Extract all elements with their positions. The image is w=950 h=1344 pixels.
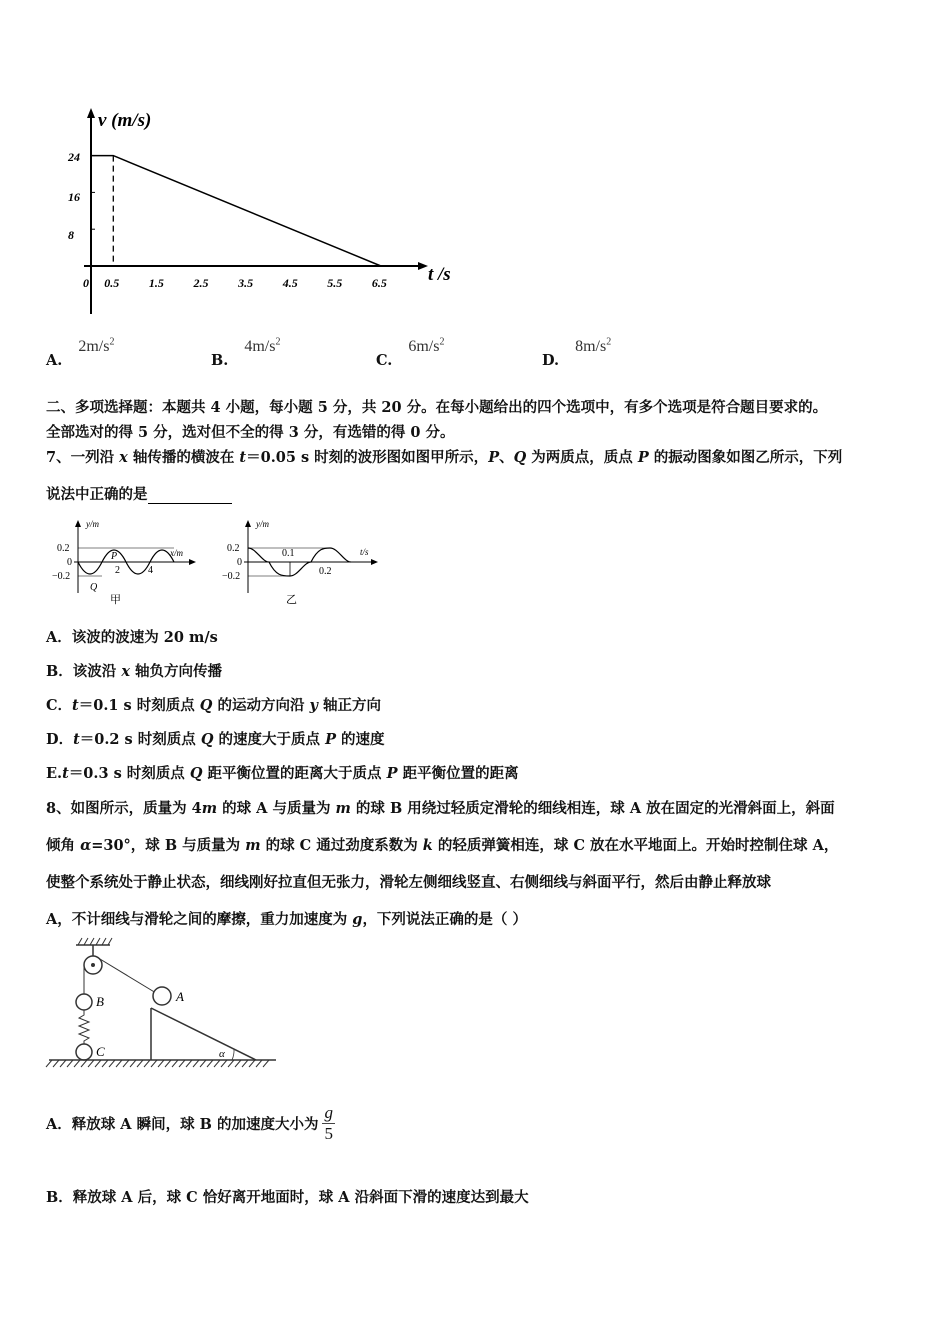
section2-line1: 二、多项选择题：本题共 4 小题，每小题 5 分，共 20 分。在每小题给出的四个选项中，有多个选项是符合题目要求的。 [46,399,828,416]
jia-bottom-label: −0.2 [52,571,71,582]
y-axis-label: v (m/s) [98,110,152,131]
q7-var-q: Q [513,449,527,466]
q7-text: 的速度 [335,731,385,748]
x-tick-5.5: 5.5 [327,276,343,290]
incline-slope [151,1008,256,1060]
q8-var-m: m [201,800,218,817]
q7-option-e [46,762,519,783]
q7-var-x: x [121,663,130,680]
y-tick-16: 16 [68,190,80,204]
fraction-g-over-5 [322,1103,335,1144]
q7-var-t: t [73,731,80,748]
q7-var-q: Q [200,731,214,748]
q8-var-m: m [245,837,261,854]
q7-var-p: P [637,449,649,466]
x-tick-2.5: 2.5 [193,276,209,290]
section2-line2: 全部选对的得 5 分，选对但不全的得 3 分，有选错的得 0 分。 [46,424,455,441]
q7-text: 的速度大于质点 [213,731,326,748]
q7-option-b [46,660,222,681]
q8-text: 倾角 [46,837,81,854]
q7-var-p: P [325,731,336,748]
yi-bottom-label: −0.2 [222,571,241,582]
jia-y-label: y/m [86,519,99,529]
angle-arc [232,1049,234,1060]
option-exponent: 2 [439,336,445,348]
right-string [95,956,156,993]
q6-option-a [46,336,115,369]
q7-text: ＝0.1 s 时刻质点 [78,697,200,714]
jia-point-p: P [111,551,118,562]
label-alpha: α [219,1048,225,1060]
q7-text: ＝0.05 s 时刻的波形图如图甲所示， [246,449,489,466]
q7-text: 轴传播的横波在 [127,449,240,466]
option-value: $8m/s^2$ [575,336,612,355]
vibration-figure-yi [222,515,382,610]
q7-text: 轴正方向 [317,697,382,714]
pulley-axle [91,963,95,967]
fraction-numerator: g [324,1103,333,1122]
fraction-denominator: 5 [324,1124,333,1143]
q7-text: E. [46,765,63,782]
velocity-time-graph [60,100,490,325]
q7-text: ＝0.3 s 时刻质点 [68,765,190,782]
y-axis-arrow [87,108,95,118]
x-tick-3.5: 3.5 [238,276,254,290]
q7-var-q: Q [189,765,203,782]
x-tick-0.5: 0.5 [104,276,120,290]
q7-var-t: t [72,697,79,714]
y-tick-24: 24 [68,150,80,164]
answer-blank [148,489,232,504]
q7-option-a: A．该波的波速为 20 m/s [46,629,218,646]
option-value: $4m/s^2$ [244,336,281,355]
yi-top-label: 0.2 [227,543,240,554]
q8-var-m: m [335,800,351,817]
q7-text: 为两质点，质点 [526,449,638,466]
q7-text: D． [46,731,74,748]
q8-stem-line3: 使整个系统处于静止状态，细线刚好拉直但无张力，滑轮左侧细线竖直、右侧细线与斜面平行，然后由静止释放球 [46,874,771,891]
yi-x-arrow [371,559,378,565]
q7-var-t: t [239,449,247,466]
q7-text: 距平衡位置的距离大于质点 [202,765,387,782]
q6-option-b [211,336,281,369]
q7-text: 的运动方向沿 [212,697,310,714]
origin-label: 0 [83,276,89,290]
jia-x-label: x/m [170,548,183,558]
q8-text: ，下列说法正确的是（ ） [362,911,527,928]
option-value: $6m/s^2$ [408,336,445,355]
x-axis-arrow [418,262,428,270]
q7-stem-line2 [46,483,232,504]
q8-stem-line1 [46,797,835,818]
q7-var-p: P [386,765,398,782]
q7-option-c [46,694,381,715]
q7-text: 说法中正确的是 [46,486,148,503]
velocity-line [91,156,381,266]
q7-text: 距平衡位置的距离 [397,765,519,782]
pulley-incline-figure [44,935,284,1075]
q8-text: A．释放球 A 瞬间，球 B 的加速度大小为 [46,1116,319,1133]
jia-top-label: 0.2 [57,543,70,554]
ball-a [153,987,171,1005]
yi-x-label: t/s [360,547,369,557]
q8-text: 的球 B 用绕过轻质定滑轮的细线相连，球 A 放在固定的光滑斜面上，斜面 [350,800,835,817]
x-tick-labels [104,276,387,290]
jia-zero-label: 0 [67,557,72,568]
label-c: C [96,1044,105,1059]
q8-text: 的轻质弹簧相连，球 C 放在水平地面上。开始时控制住球 A， [432,837,839,854]
wave-figure-jia [44,515,204,610]
x-axis-label: t /s [428,264,451,285]
q8-text: 的球 C 通过劲度系数为 [260,837,423,854]
option-letter: D. [542,352,560,369]
ceiling-hatch [78,938,112,945]
q7-text: 、 [499,449,514,466]
q7-var-y: y [309,697,318,714]
q8-var-g: g [352,911,363,928]
jia-caption: 甲 [110,594,121,606]
x-tick-6.5: 6.5 [371,276,387,290]
jia-point-q: Q [90,582,98,593]
label-b: B [96,994,104,1009]
jia-tick-4: 4 [148,565,153,576]
q7-stem-line1 [46,446,842,467]
option-letter: C. [376,352,393,369]
y-tick-8: 8 [68,228,74,242]
q8-stem-line4 [46,908,527,929]
q7-text: C． [46,697,73,714]
q8-text: 8、如图所示，质量为 4 [46,800,202,817]
q6-option-c [376,336,445,369]
option-exponent: 2 [275,336,281,348]
q8-stem-line2 [46,834,838,855]
x-tick-1.5: 1.5 [148,276,164,290]
q7-var-t: t [62,765,69,782]
yi-y-label: y/m [256,519,269,529]
ball-c [76,1044,92,1060]
yi-zero-label: 0 [237,557,242,568]
yi-tick-0.1: 0.1 [282,548,295,559]
q7-option-d [46,728,385,749]
label-a: A [176,989,184,1004]
ground-hatch [46,1060,269,1067]
graph-marks [91,156,381,266]
jia-x-arrow [189,559,196,565]
x-tick-4.5: 4.5 [282,276,298,290]
ball-b [76,994,92,1010]
yi-caption: 乙 [286,594,297,606]
option-exponent: 2 [606,336,612,348]
option-value: $2m/s^2$ [78,336,115,355]
q8-text: =30°，球 B 与质量为 [91,837,246,854]
q8-option-a [46,1103,335,1144]
q7-var-q: Q [199,697,213,714]
q7-text: 7、一列沿 [46,449,120,466]
q7-text: 的振动图象如图乙所示，下列 [648,449,843,466]
jia-y-arrow [75,520,81,527]
yi-tick-0.2: 0.2 [319,566,332,577]
q7-text: B．该波沿 [46,663,122,680]
q7-text: 轴负方向传播 [129,663,223,680]
q8-option-b: B．释放球 A 后，球 C 恰好离开地面时，球 A 沿斜面下滑的速度达到最大 [46,1189,529,1206]
spring [79,1010,89,1044]
q8-var-alpha: α [80,837,92,854]
option-letter: B. [211,352,229,369]
option-exponent: 2 [109,336,115,348]
q6-option-d [542,336,612,369]
q7-text: ＝0.2 s 时刻质点 [79,731,201,748]
jia-tick-2: 2 [115,565,120,576]
q7-var-p: P [488,449,500,466]
q7-var-x: x [119,449,128,466]
q8-text: 的球 A 与质量为 [217,800,336,817]
q8-text: A，不计细线与滑轮之间的摩擦，重力加速度为 [46,911,353,928]
q8-var-k: k [422,837,433,854]
option-letter: A. [46,352,63,369]
yi-y-arrow [245,520,251,527]
